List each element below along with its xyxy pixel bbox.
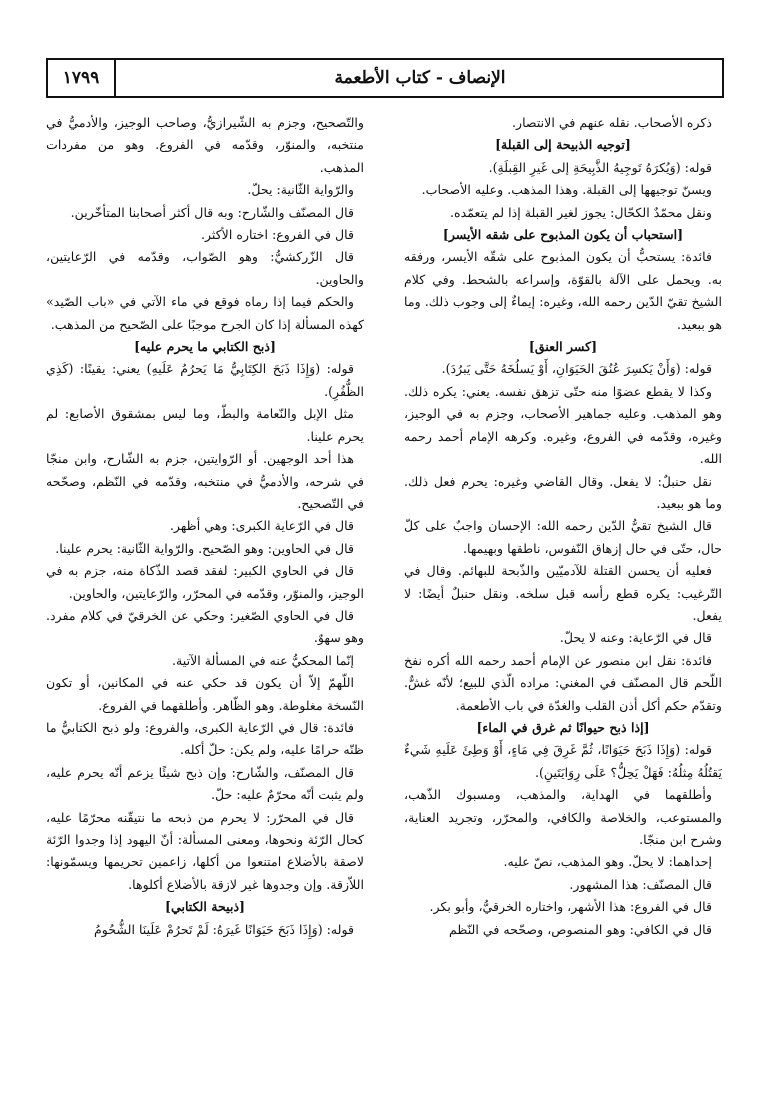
paragraph: قال في الحاوي الصّغير: وحكي عن الخرقيّ في كلام مفرد. وهو سهوٌ.: [46, 607, 364, 646]
section-heading: [توجيه الذبيحة إلى القبلة]: [495, 137, 631, 153]
paragraph: قال في المحرّر: لا يحرم من ذبحه ما نتيقّنه محرّمًا عليه، كحال الرّئة ونحوها، ومعنى المسألة: أنّ اليهود إذا وجدوا الرّئة لاصقة بالأضلاع امتنعوا من أكلها، زاعمين تحريمها ويسمّونها: اللاّزقة. وإن وجدوها غير لازقة بالأضلاع أكلوها.: [46, 809, 364, 892]
section-heading: [ذبيحة الكتابي]: [164, 899, 246, 915]
paragraph: نقل حنبلٌ: لا يفعل. وقال القاضي وغيره: يحرم فعل ذلك. وما هو ببعيد.: [404, 473, 722, 511]
paragraph: قال المصنّف والشّارح: وبه قال أكثر أصحابنا المتأخّرين.: [70, 204, 354, 220]
right-text-column: [404, 112, 722, 1108]
paragraph: قال الزّركشيُّ: وهو الصّواب، وقدّمه في الرّعايتين، والحاوين.: [46, 249, 364, 287]
paragraph: قوله: (وَإِذَا ذَبَحَ حَيَوَانًا غَيرَهُ: لَمْ تَحرُمْ عَلَينَا الشُّحُومُ: [93, 921, 354, 937]
paragraph: قال في الكافي: وهو المنصوص، وصحّحه في النّظم: [449, 921, 712, 937]
paragraph: اللّهمّ إلاّ أن يكون قد حكي عنه في المكانين، أو تكون النّسخة مغلوطة. وهو الظّاهر. وأطلقهما في الفروع.: [46, 675, 364, 713]
page-header: [46, 58, 724, 98]
paragraph: قوله: (وَإِذَا ذَبَحَ الكِتَابِيُّ مَا يَحرُمُ عَلَيهِ) يعني: يقينًا: (كَذِي الظُّفُرِ).: [46, 361, 364, 399]
paragraph: هذا أحد الوجهين. أو الرّوايتين، جزم به الشّارح، وابن منجّا في شرحه، والأدميُّ في منتخبه، وقدّمه في النّظم، وصحّحه في التّصحيح.: [46, 451, 364, 511]
paragraph: وأطلقهما في الهداية، والمذهب، ومسبوك الذّهب، والمستوعب، والخلاصة والكافي، والمحرّر، وتجريد العناية، وشرح ابن منجّا.: [404, 787, 722, 847]
paragraph: قال في الفروع: اختاره الأكثر.: [200, 227, 354, 243]
paragraph: والتّصحيح، وجزم به الشّيرازيُّ، وصاحب الوجيز، والأدميُّ في منتخبه، والمنوّر، وقدّمه في الفروع. وهو من مفردات المذهب.: [46, 115, 364, 175]
section-heading: [إذا ذبح حيوانًا ثم غرق في الماء]: [476, 719, 650, 735]
paragraph: قوله: (وَإِذَا ذَبَحَ حَيَوَانًا، ثُمَّ غَرِقَ فِي مَاءٍ، أَوْ وَطِئَ عَلَيهِ شَيءٌ يَقتُلُهُ مِثلُهُ: فَهَلْ يَحِلُّ؟ عَلَى رِوَايَتَينِ).: [404, 742, 722, 780]
paragraph: فائدة: قال في الرّعاية الكبرى، والفروع: ولو ذبح الكتابيُّ ما ظنّه حرامًا عليه، ولم يكن: حلّ أكله.: [46, 719, 364, 758]
paragraph: قال في الفروع: هذا الأشهر، واختاره الخرقيُّ، وأبو بكر.: [429, 899, 712, 915]
paragraph: قال في الحاوي الكبير: لفقد قصد الذّكاة منه، جزم به في الوجيز، والمنوّر، وقدّمه في المحرّر، والرّعايتين، والحاوين.: [46, 563, 364, 601]
paragraph: فائدة: يستحبُّ أن يكون المذبوح على شقّه الأيسر، ورفقه به. ويحمل على الآلة بالقوّة، وإسراعه بالشحط. وفي كلام الشيخ تقيّ الدّين رحمه الله، وغيره: إيماءٌ إلى وجوب ذلك. وما هو ببعيد.: [404, 249, 722, 332]
paragraph: قال في الرّعاية الكبرى: وهي أظهر.: [169, 518, 354, 534]
paragraph: قال في الرّعاية: وعنه لا يحلّ.: [559, 630, 712, 646]
paragraph: ذكره الأصحاب. نقله عنهم في الانتصار.: [511, 115, 712, 130]
paragraph: قوله: (وَيُكرَهُ تَوجِيهُ الذَّبِيحَةِ إلى غَيرِ القِبلَةِ).: [488, 159, 712, 175]
paragraph: والرّواية الثّانية: يحلّ.: [247, 182, 354, 198]
paragraph: فائدة: نقل ابن منصور عن الإمام أحمد رحمه الله أكره نفخ اللّحم قال المصنّف في المغني: مراده الّذي للبيع؛ لأنّه غشٌّ. وتقدّم حكم أكل أذن القلب والغدّة في باب الأطعمة.: [404, 652, 722, 713]
paragraph: قال المصنّف، والشّارح: وإن ذبح شيئًا يزعم أنّه يحرم عليه، ولم يثبت أنّه محرّمٌ عليه: حلّ.: [46, 764, 364, 803]
paragraph: وكذا لا يقطع عضوًا منه حتّى تزهق نفسه. يعني: يكره ذلك. وهو المذهب. وعليه جماهير الأصحاب، وجزم به في الوجيز، وغيره، وقدّمه في الفروع، وغيره. وكرهه الإمام أحمد رحمه الله.: [404, 383, 722, 467]
paragraph: قال في الحاوين: وهو الصّحيح. والرّواية الثّانية: يحرم علينا.: [55, 540, 354, 556]
paragraph: قال الشيخ تقيُّ الدّين رحمه الله: الإحسان واجبٌ على كلّ حال، حتّى في حال إزهاق النّفوس، ناطقها وبهيمها.: [404, 518, 722, 556]
paragraph: ونقل محمّدٌ الكحّال: يجوز لغير القبلة إذا لم يتعمّده.: [450, 204, 712, 220]
section-heading: [استحباب أن يكون المذبوح على شقه الأيسر]: [442, 227, 684, 243]
running-title: الإنصاف - كتاب الأطعمة: [334, 68, 506, 88]
paragraph: إنّما المحكيُّ عنه في المسألة الآتية.: [172, 652, 354, 668]
paragraph: إحداهما: لا يحلّ. وهو المذهب، نصّ عليه.: [503, 854, 712, 870]
paragraph: فعليه أن يحسن القتلة للآدميّين والذّبحة للبهائم. وقال في التّرغيب: يكره قطع رأسه قبل سلخه. ونقل حنبلٌ أيضًا: لا يفعل.: [404, 563, 722, 623]
paragraph: قوله: (وَأَنْ يَكسِرَ عُنُقَ الحَيَوَانِ، أَوْ يَسلُخَهُ حَتَّى يَبرُدَ).: [441, 361, 712, 377]
section-heading: [كسر العنق]: [528, 339, 598, 355]
page-number: ١٧٩٩: [48, 60, 116, 96]
left-text-column: [46, 112, 364, 1108]
paragraph: مثل الإبل والنّعامة والبطّ، وما ليس بمشقوق الأصابع: لم يحرم علينا.: [46, 406, 364, 444]
paragraph: والحكم فيما إذا رماه فوقع في ماء الآتي في «باب الصّيد» كهذه المسألة إذا كان الجرح موجبًا على الصّحيح من المذهب.: [46, 294, 364, 332]
section-heading: [ذبح الكتابي ما يحرم عليه]: [134, 339, 276, 355]
paragraph: ويسنّ توجيهها إلى القبلة. وهذا المذهب. وعليه الأصحاب.: [421, 182, 712, 198]
paragraph: قال المصنّف: هذا المشهور.: [569, 876, 712, 892]
